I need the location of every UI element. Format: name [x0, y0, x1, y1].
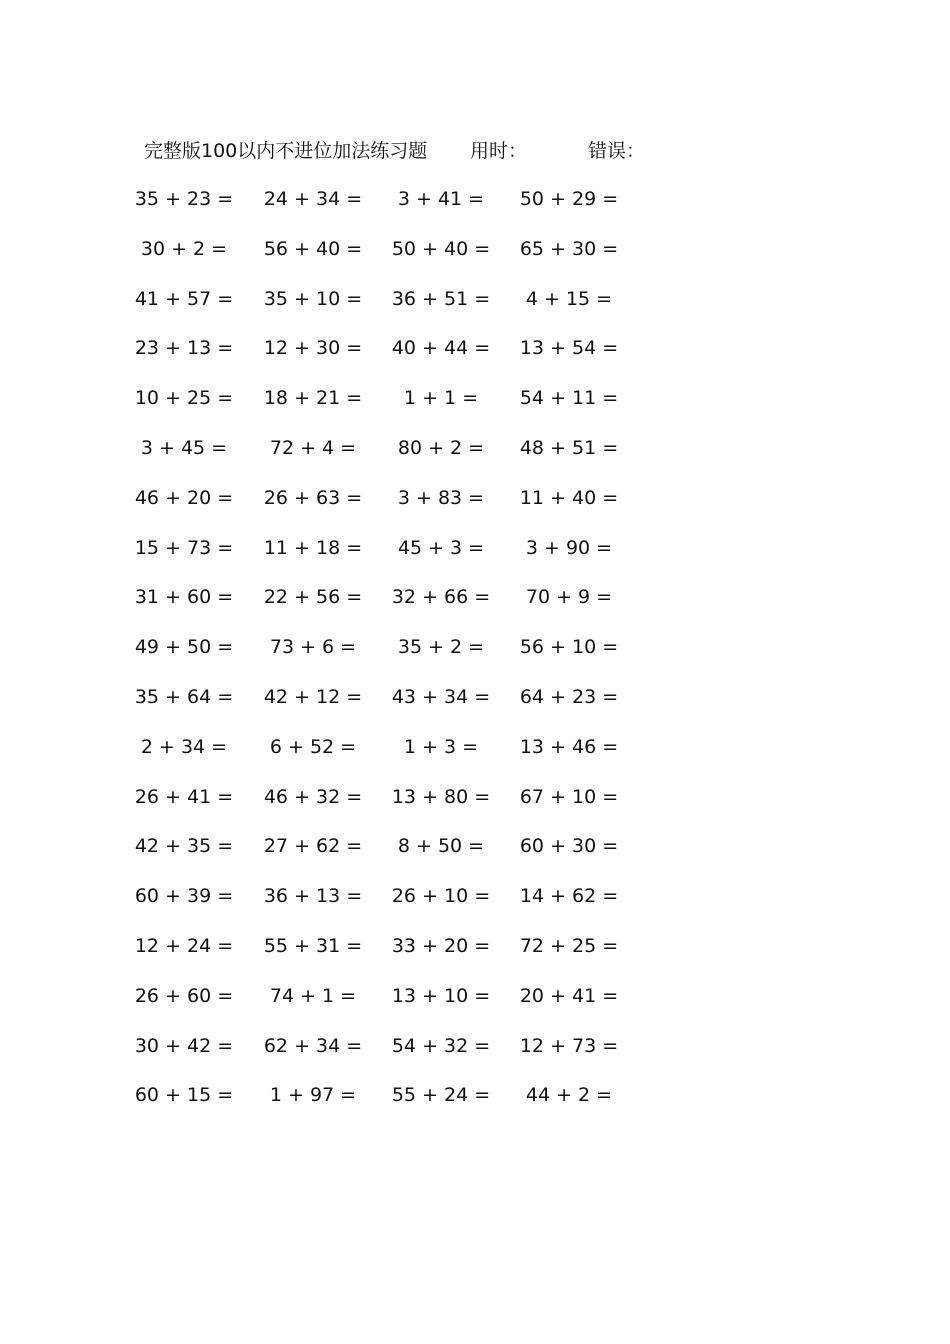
addition-problem: 12 + 30 =	[263, 337, 363, 360]
addition-problem: 55 + 24 =	[391, 1084, 491, 1107]
addition-problem: 1 + 3 =	[403, 735, 479, 758]
addition-problem: 24 + 34 =	[263, 188, 363, 210]
addition-problem: 50 + 40 =	[391, 237, 491, 260]
addition-problem: 64 + 23 =	[519, 685, 619, 708]
addition-problem: 13 + 54 =	[519, 337, 619, 360]
addition-problem: 23 + 13 =	[134, 337, 234, 360]
addition-problem: 40 + 44 =	[391, 337, 491, 360]
addition-problem: 46 + 32 =	[263, 785, 363, 808]
problem-row	[0, 433, 950, 483]
addition-problem: 65 + 30 =	[519, 237, 619, 260]
addition-problem: 30 + 2 =	[140, 237, 228, 260]
addition-problem: 31 + 60 =	[134, 586, 234, 609]
problem-row	[0, 782, 950, 832]
addition-problem: 3 + 90 =	[525, 536, 613, 559]
problem-row	[0, 732, 950, 782]
addition-problem: 13 + 46 =	[519, 735, 619, 758]
addition-problem: 26 + 10 =	[391, 885, 491, 908]
addition-problem: 35 + 64 =	[134, 685, 234, 708]
addition-problem: 49 + 50 =	[134, 636, 234, 659]
addition-problem: 14 + 62 =	[519, 885, 619, 908]
addition-problem: 56 + 40 =	[263, 237, 363, 260]
problem-row	[0, 632, 950, 682]
addition-problem: 15 + 73 =	[134, 536, 234, 559]
addition-problem: 60 + 39 =	[134, 885, 234, 908]
addition-problem: 11 + 40 =	[519, 486, 619, 509]
addition-problem: 36 + 13 =	[263, 885, 363, 908]
addition-problem: 4 + 15 =	[525, 287, 613, 310]
problem-row	[0, 582, 950, 632]
addition-problem: 3 + 83 =	[397, 486, 485, 509]
addition-problem: 13 + 80 =	[391, 785, 491, 808]
addition-problem: 10 + 25 =	[134, 387, 234, 410]
problem-row	[0, 831, 950, 881]
addition-problem: 12 + 24 =	[134, 934, 234, 957]
addition-problem: 54 + 11 =	[519, 387, 619, 410]
problem-row	[0, 1080, 950, 1130]
problem-row	[0, 333, 950, 383]
addition-problem: 3 + 41 =	[397, 188, 485, 210]
addition-problem: 50 + 29 =	[519, 188, 619, 210]
addition-problem: 26 + 63 =	[263, 486, 363, 509]
addition-problem: 55 + 31 =	[263, 934, 363, 957]
problem-row	[0, 1031, 950, 1081]
problem-grid	[0, 184, 950, 1130]
addition-problem: 41 + 57 =	[134, 287, 234, 310]
addition-problem: 42 + 12 =	[263, 685, 363, 708]
addition-problem: 2 + 34 =	[140, 735, 228, 758]
addition-problem: 33 + 20 =	[391, 934, 491, 957]
addition-problem: 6 + 52 =	[269, 735, 357, 758]
addition-problem: 35 + 23 =	[134, 188, 234, 210]
addition-problem: 27 + 62 =	[263, 835, 363, 858]
problem-row	[0, 931, 950, 981]
addition-problem: 18 + 21 =	[263, 387, 363, 410]
problem-row	[0, 483, 950, 533]
addition-problem: 48 + 51 =	[519, 436, 619, 459]
addition-problem: 46 + 20 =	[134, 486, 234, 509]
addition-problem: 26 + 60 =	[134, 984, 234, 1007]
addition-problem: 3 + 45 =	[140, 436, 228, 459]
addition-problem: 72 + 4 =	[269, 436, 357, 459]
addition-problem: 72 + 25 =	[519, 934, 619, 957]
addition-problem: 54 + 32 =	[391, 1034, 491, 1057]
addition-problem: 12 + 73 =	[519, 1034, 619, 1057]
addition-problem: 60 + 15 =	[134, 1084, 234, 1107]
addition-problem: 13 + 10 =	[391, 984, 491, 1007]
addition-problem: 35 + 2 =	[397, 636, 485, 659]
problem-row	[0, 234, 950, 284]
addition-problem: 8 + 50 =	[397, 835, 485, 858]
problem-row	[0, 533, 950, 583]
addition-problem: 45 + 3 =	[397, 536, 485, 559]
addition-problem: 74 + 1 =	[269, 984, 357, 1007]
addition-problem: 22 + 56 =	[263, 586, 363, 609]
errors-label: 错误：	[588, 140, 646, 162]
time-label: 用时：	[470, 140, 528, 162]
addition-problem: 73 + 6 =	[269, 636, 357, 659]
addition-problem: 30 + 42 =	[134, 1034, 234, 1057]
addition-problem: 32 + 66 =	[391, 586, 491, 609]
addition-problem: 36 + 51 =	[391, 287, 491, 310]
worksheet-title: 完整版100以内不进位加法练习题	[144, 140, 428, 162]
problem-row	[0, 284, 950, 334]
addition-problem: 44 + 2 =	[525, 1084, 613, 1107]
addition-problem: 60 + 30 =	[519, 835, 619, 858]
problem-row	[0, 981, 950, 1031]
problem-row	[0, 383, 950, 433]
addition-problem: 1 + 97 =	[269, 1084, 357, 1107]
addition-problem: 62 + 34 =	[263, 1034, 363, 1057]
addition-problem: 26 + 41 =	[134, 785, 234, 808]
addition-problem: 56 + 10 =	[519, 636, 619, 659]
addition-problem: 35 + 10 =	[263, 287, 363, 310]
problem-row	[0, 682, 950, 732]
addition-problem: 67 + 10 =	[519, 785, 619, 808]
addition-problem: 20 + 41 =	[519, 984, 619, 1007]
problem-row	[0, 881, 950, 931]
addition-problem: 11 + 18 =	[263, 536, 363, 559]
addition-problem: 42 + 35 =	[134, 835, 234, 858]
addition-problem: 80 + 2 =	[397, 436, 485, 459]
problem-row	[0, 184, 950, 234]
addition-problem: 43 + 34 =	[391, 685, 491, 708]
addition-problem: 70 + 9 =	[525, 586, 613, 609]
addition-problem: 1 + 1 =	[403, 387, 479, 410]
